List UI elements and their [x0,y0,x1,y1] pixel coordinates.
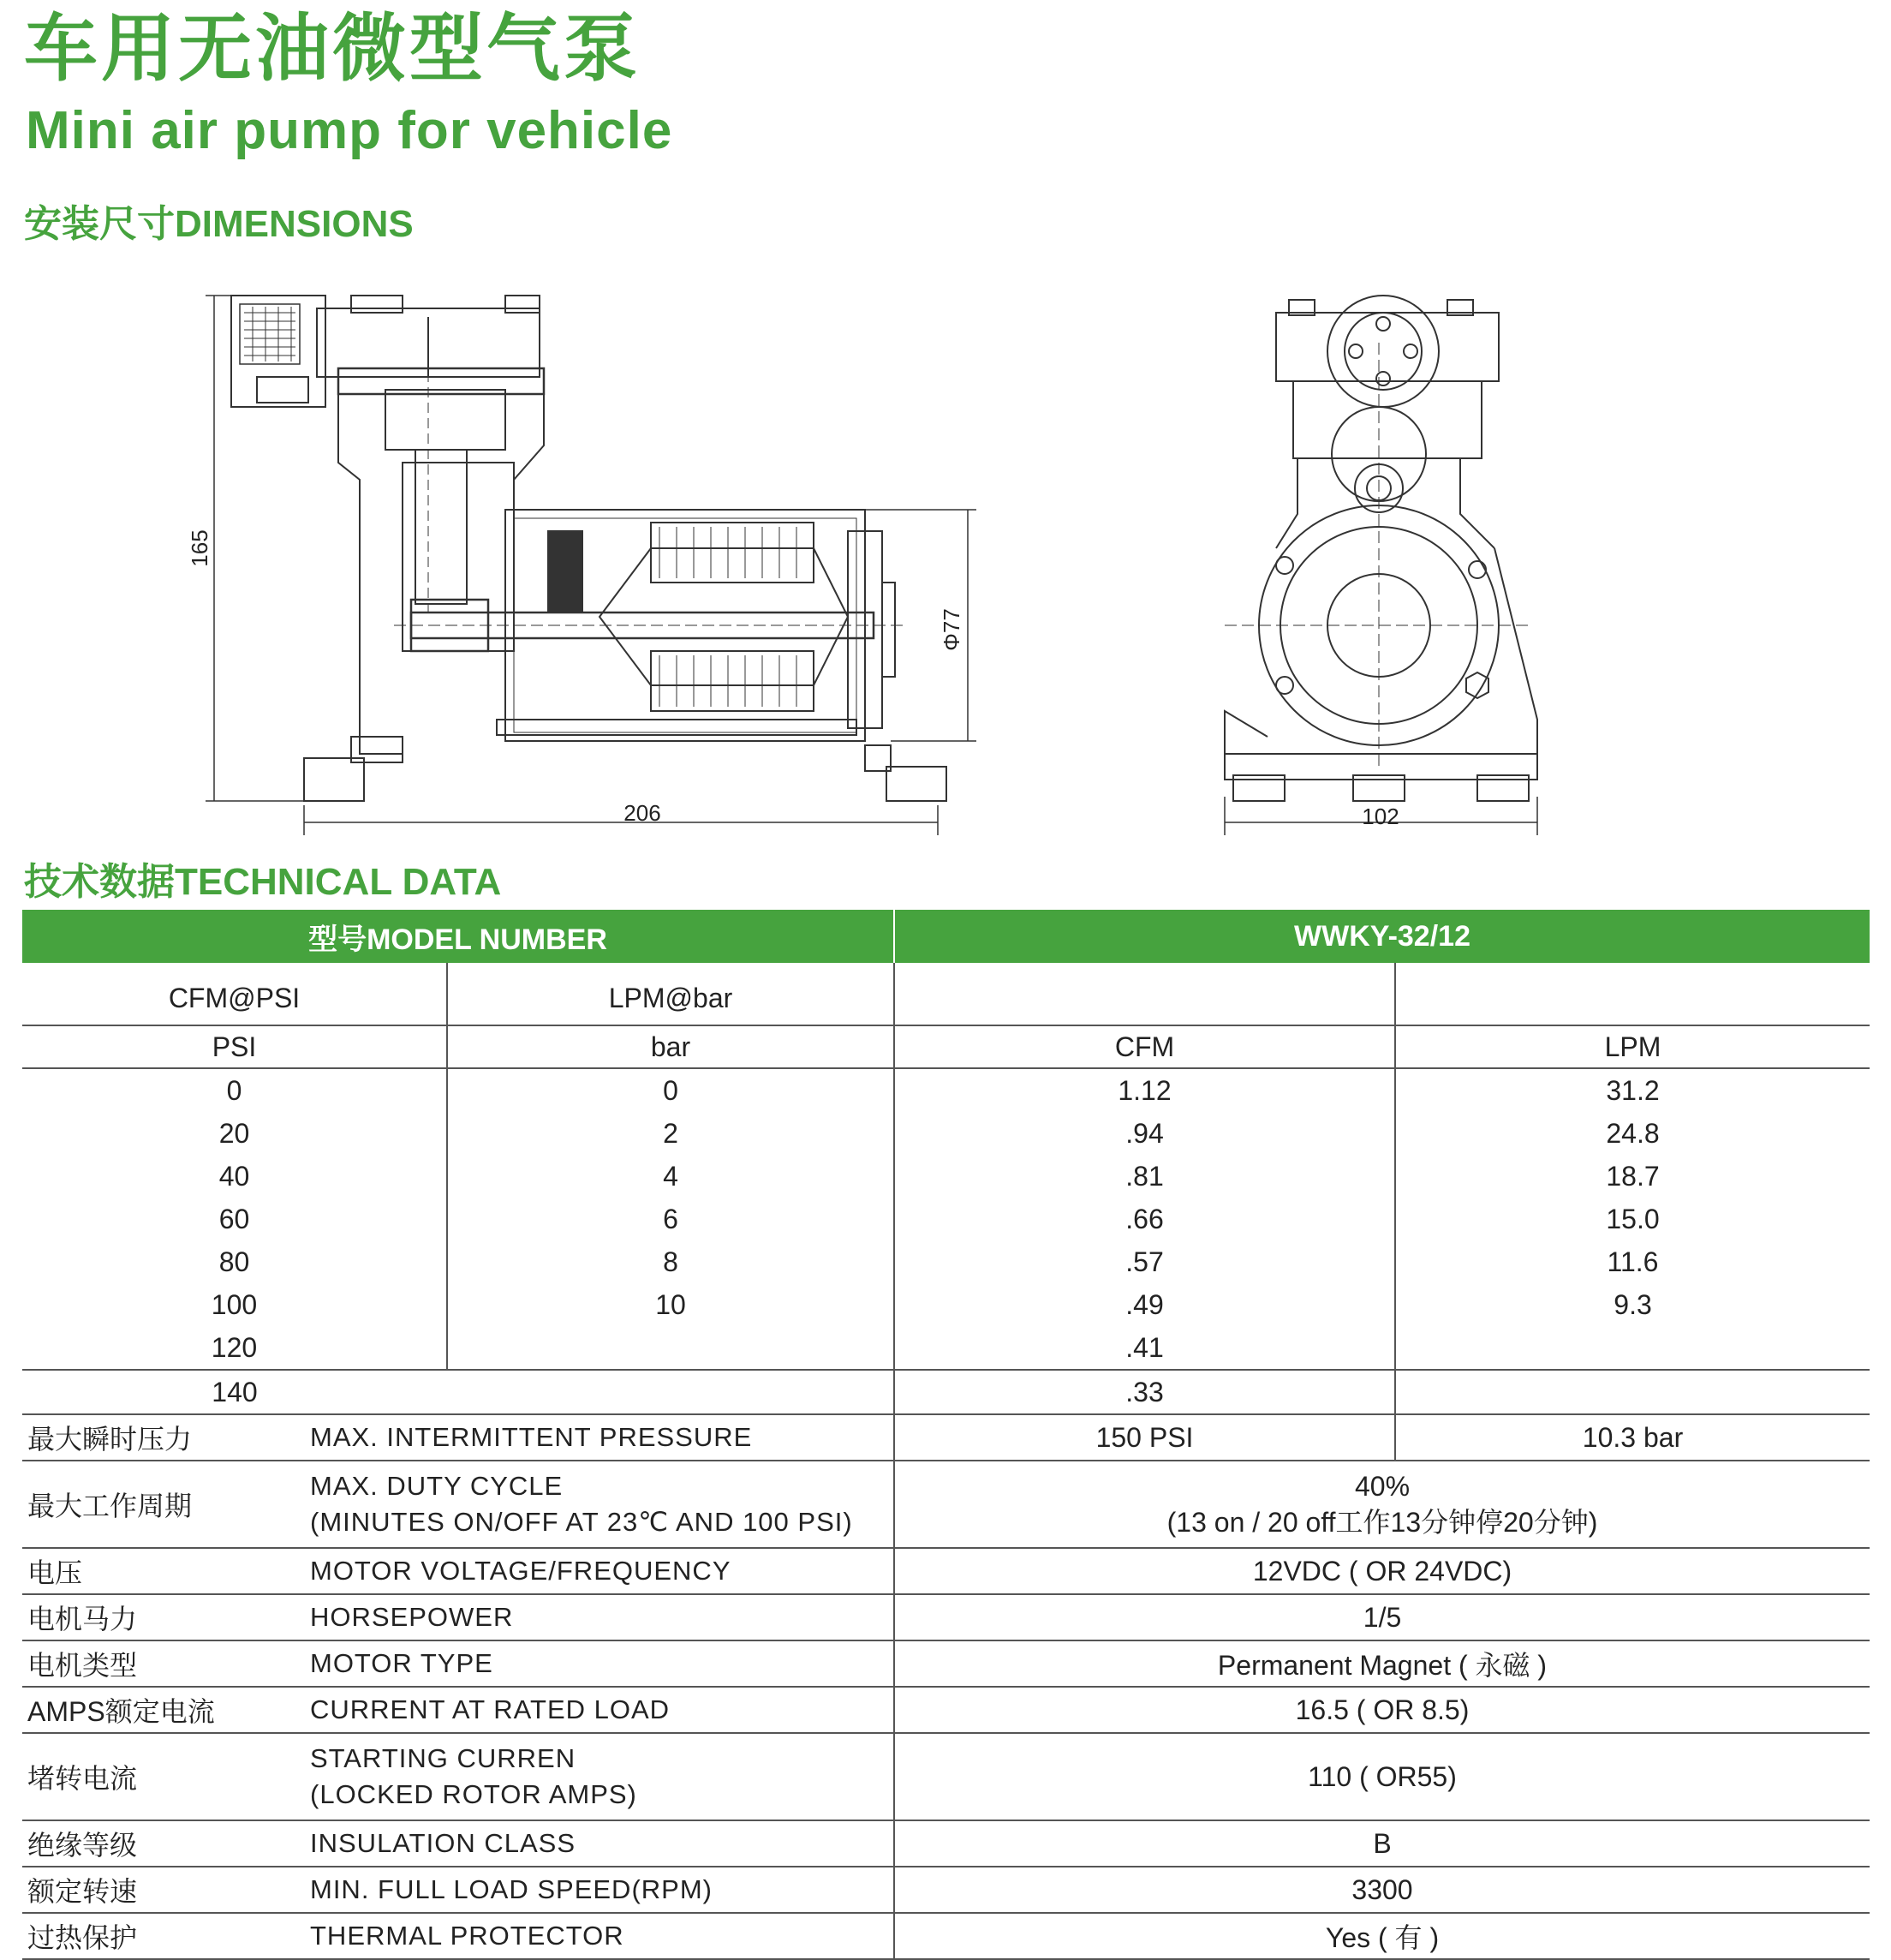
spec-en-line: STARTING CURREN [310,1743,576,1773]
spec-cn-label: 电机类型 [22,1640,305,1687]
lpm-cell: 24.8 [1606,1117,1660,1149]
spec-en-label: THERMAL PROTECTOR [305,1913,894,1959]
table-row [22,1283,1870,1326]
spec-en-label: MOTOR TYPE [305,1640,894,1687]
spec-row-horsepower [22,1594,1870,1640]
lpm-cell: 11.6 [1607,1246,1659,1277]
spec-cn-label: AMPS额定电流 [22,1687,305,1733]
spec-en-line: MAX. DUTY CYCLE [310,1471,564,1501]
spec-value-line: 40% [1354,1471,1411,1502]
spec-value [894,1461,1870,1548]
spec-value: 12VDC ( OR 24VDC) [894,1548,1870,1594]
spec-en-label [305,1733,894,1820]
bar-cell: 0 [447,1068,894,1112]
bar-cell [447,1326,894,1370]
technical-data-heading: 技术数据TECHNICAL DATA [24,861,502,903]
spec-cn-label: 电机马力 [22,1594,305,1640]
model-number-label: 型号MODEL NUMBER [22,910,894,963]
spec-cn-label: 最大瞬时压力 [22,1414,305,1461]
spec-row-locked-rotor [22,1733,1870,1820]
spec-en-label: MOTOR VOLTAGE/FREQUENCY [305,1548,894,1594]
diameter-dimension: Φ77 [939,608,964,651]
spec-en-label: INSULATION CLASS [305,1820,894,1867]
spec-value: 150 PSI [894,1414,1395,1461]
spec-en-label: MIN. FULL LOAD SPEED(RPM) [305,1867,894,1913]
spec-en-label [305,1461,894,1548]
lpm-cell: 9.3 [1614,1288,1652,1320]
width-dimension: 102 [1362,804,1399,829]
spec-en-label: MAX. INTERMITTENT PRESSURE [305,1414,894,1461]
spec-value: 3300 [894,1867,1870,1913]
spec-row-pressure [22,1414,1870,1461]
page-title-en: Mini air pump for vehicle [26,101,673,160]
cfm-cell: .49 [894,1283,1395,1326]
length-dimension: 206 [623,800,661,826]
cfm-cell: .33 [894,1370,1395,1414]
psi-cell: 120 [22,1326,447,1370]
psi-cell: 20 [22,1112,447,1155]
cfm-cell: .57 [894,1240,1395,1283]
spec-row-insulation [22,1820,1870,1867]
dimensions-heading: 安装尺寸DIMENSIONS [24,203,414,245]
bar-header: bar [447,1025,894,1068]
page-title-cn: 车用无油微型气泵 [24,8,641,90]
psi-cell: 80 [22,1240,447,1283]
flow-column-header-row [22,1025,1870,1068]
cfm-cell: .66 [894,1198,1395,1240]
lpm-bar-label: LPM@bar [447,963,894,1025]
cfm-cell: .41 [894,1326,1395,1370]
lpm-cell: 18.7 [1606,1160,1660,1192]
spec-row-thermal [22,1913,1870,1959]
psi-cell: 140 [22,1370,447,1414]
bar-cell [447,1370,894,1414]
lpm-cell: 31.2 [1606,1074,1660,1106]
spec-value: Permanent Magnet ( 永磁 ) [894,1640,1870,1687]
spec-cn-label: 额定转速 [22,1867,305,1913]
cfm-psi-label: CFM@PSI [22,963,447,1025]
table-row [22,1326,1870,1370]
lpm-cell [1395,1370,1870,1414]
table-row [22,1240,1870,1283]
height-dimension: 165 [187,529,212,567]
dimension-drawing [0,274,1891,857]
spec-row-voltage [22,1548,1870,1594]
spec-cn-label: 过热保护 [22,1913,305,1959]
model-number-value: WWKY-32/12 [894,910,1870,963]
spec-row-duty-cycle [22,1461,1870,1548]
cfm-cell: 1.12 [894,1068,1395,1112]
technical-data-table [22,910,1870,1960]
spec-cn-label: 最大工作周期 [22,1461,305,1548]
bar-cell: 4 [447,1155,894,1198]
lpm-cell [1395,1326,1870,1370]
psi-header: PSI [22,1025,447,1068]
bar-cell: 2 [447,1112,894,1155]
spec-en-line: (MINUTES ON/OFF AT 23℃ AND 100 PSI) [310,1507,853,1537]
spec-value-line: (13 on / 20 off工作13分钟停20分钟) [1166,1507,1598,1538]
table-row [22,1155,1870,1198]
table-row [22,1370,1870,1414]
spec-row-motor-type [22,1640,1870,1687]
spec-value: 10.3 bar [1395,1414,1870,1461]
spec-row-speed [22,1867,1870,1913]
table-header-row [22,910,1870,963]
cfm-cell: .94 [894,1112,1395,1155]
spec-value: Yes ( 有 ) [894,1913,1870,1959]
psi-cell: 100 [22,1283,447,1326]
spec-cn-label: 电压 [22,1548,305,1594]
spec-value: 110 ( OR55) [894,1733,1870,1820]
spec-value: 16.5 ( OR 8.5) [894,1687,1870,1733]
spec-row-amps [22,1687,1870,1733]
spec-value: B [894,1820,1870,1867]
spec-value: 1/5 [894,1594,1870,1640]
lpm-header: LPM [1395,1025,1870,1068]
spec-cn-label: 堵转电流 [22,1733,305,1820]
lpm-cell: 15.0 [1606,1203,1660,1234]
spec-en-line: (LOCKED ROTOR AMPS) [310,1779,637,1809]
bar-cell: 8 [447,1240,894,1283]
bar-cell: 6 [447,1198,894,1240]
bar-cell: 10 [447,1283,894,1326]
table-row [22,1112,1870,1155]
spec-en-label: HORSEPOWER [305,1594,894,1640]
psi-cell: 0 [22,1068,447,1112]
flow-subheader-row [22,963,1870,1025]
psi-cell: 40 [22,1155,447,1198]
psi-cell: 60 [22,1198,447,1240]
table-row [22,1198,1870,1240]
spec-cn-label: 绝缘等级 [22,1820,305,1867]
table-row [22,1068,1870,1112]
cfm-header: CFM [894,1025,1395,1068]
spec-en-label: CURRENT AT RATED LOAD [305,1687,894,1733]
cfm-cell: .81 [894,1155,1395,1198]
